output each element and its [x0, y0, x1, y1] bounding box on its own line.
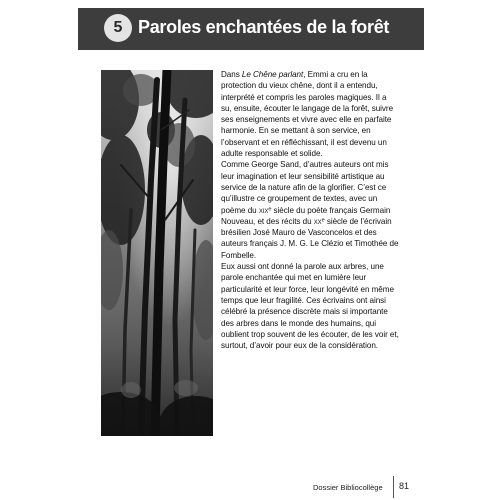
footer-label: Dossier Bibliocollège	[313, 483, 383, 492]
paragraph-2: Comme George Sand, d’autres auteurs ont mis leur imagination et leur sensibilité artistique au service de la nature afin de la glorifier. C’est ce qu’illustre ce groupement de textes, avec un poème du xix$^e$ siècle du poète français Germain Nouveau, et des récits du $xx^e$ siècle de l’écrivain brésilien José Mauro de Vasconcelos et des auteurs français J. M. G. Le Clézio et Timothée de Fombelle.	[221, 160, 399, 260]
footer-divider	[393, 476, 394, 498]
forest-photo	[101, 70, 213, 436]
century-numeral: xix	[258, 205, 269, 215]
century-numeral: xx	[313, 216, 322, 226]
paragraph-3: Eux aussi ont donné la parole aux arbres, une parole enchantée qui met en lumière leur particularité et leur force, leur longévité en même temps que leur fragilité. Ces écrivains ont ainsi célébré la présence discrète mais si importante des arbres dans le monde des humains, qui oublient trop souvent de les écouter, de les voir et, surtout, d’avoir pour eux de la considération.	[221, 262, 399, 351]
chapter-title: Paroles enchantées de la forêt	[138, 17, 390, 37]
body-text	[221, 69, 399, 351]
chapter-number-badge: 5	[104, 14, 132, 42]
paragraph-1: Dans Le Chêne parlant, Emmi a cru en la protection du vieux chêne, dont il a entendu, interprété et compris les paroles magiques. Il a su, ensuite, écouter le langage de la forêt, suivre ses enseignements et vivre avec elle en parfaite harmonie. En se mettant à son service, en l’observant et en réfléchissant, il est devenu un adulte responsable et solide.	[221, 70, 394, 159]
book-title: Le Chêne parlant	[241, 70, 304, 79]
page-number: 81	[399, 481, 410, 491]
